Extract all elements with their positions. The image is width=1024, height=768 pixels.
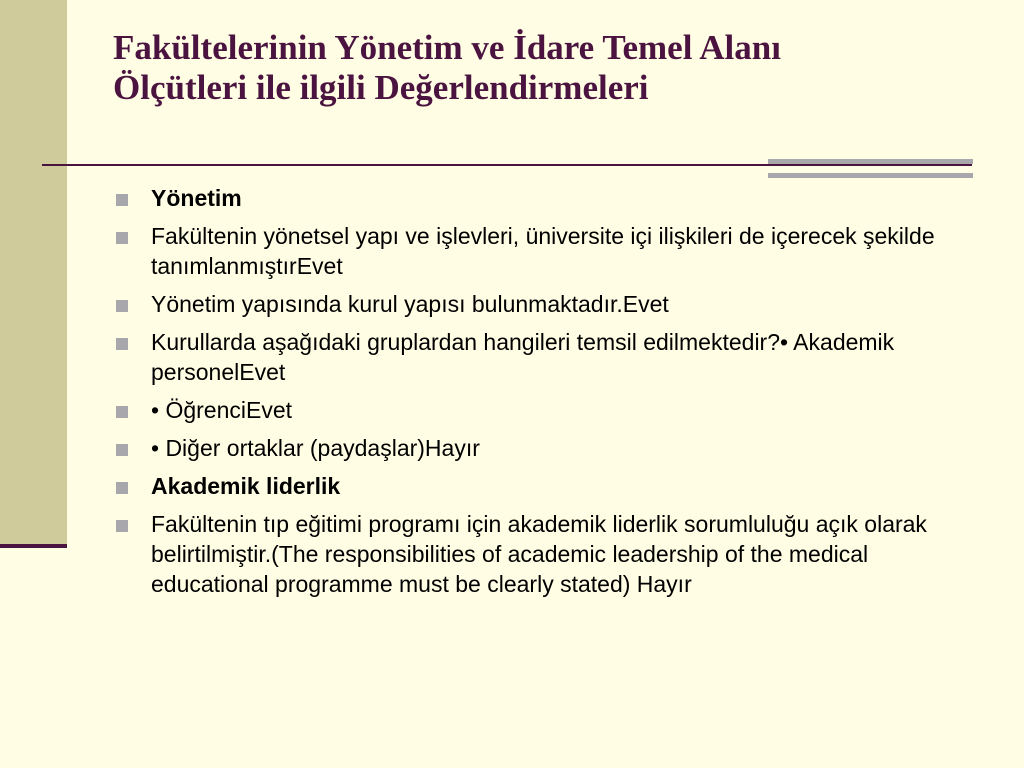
slide-title-line-2: Ölçütleri ile ilgili Değerlendirmeleri [113,68,649,107]
title-divider [42,164,972,166]
bullet-text: Yönetim yapısında kurul yapısı bulunmaktadır.Evet [151,291,669,317]
square-bullet-icon [116,406,128,418]
accent-bar-bottom [768,173,973,178]
bullet-text: Kurullarda aşağıdaki gruplardan hangileri temsil edilmektedir?• Akademik personelEvet [151,329,895,385]
square-bullet-icon [116,338,128,350]
bullet-text: Akademik liderlik [151,473,341,499]
bullet-item-yonetim [116,183,946,213]
bullet-text: • ÖğrenciEvet [151,397,292,423]
left-band-underline [0,544,67,548]
left-decorative-band [0,0,67,544]
bullet-item-ogrenci [116,395,946,425]
square-bullet-icon [116,444,128,456]
bullet-text: Fakültenin yönetsel yapı ve işlevleri, üniversite içi ilişkileri de içerecek şekilde tanımlanmıştırEvet [151,223,935,279]
square-bullet-icon [116,300,128,312]
bullet-item-akademik-liderlik [116,471,946,501]
bullet-item-kurul-yapisi [116,289,946,319]
bullet-item-diger-ortaklar [116,433,946,463]
bullet-text: Fakültenin tıp eğitimi programı için akademik liderlik sorumluluğu açık olarak belirtilmiştir.(The responsibilities of academic leadership of the medical educational programme must be clearly stated) Hayır [151,511,927,597]
bullet-item-yonetsel-yapi [116,221,946,281]
square-bullet-icon [116,194,128,206]
bullet-item-liderlik-sorumlulugu [116,509,946,599]
slide-title-line-1: Fakültelerinin Yönetim ve İdare Temel Alanı [113,28,781,67]
square-bullet-icon [116,232,128,244]
bullet-item-kurullarda-temsil [116,327,946,387]
bullet-text: Yönetim [151,185,242,211]
square-bullet-icon [116,482,128,494]
square-bullet-icon [116,520,128,532]
bullet-text: • Diğer ortaklar (paydaşlar)Hayır [151,435,480,461]
slide-title [113,28,993,108]
bullet-list [116,183,946,607]
accent-bar-top [768,159,973,164]
